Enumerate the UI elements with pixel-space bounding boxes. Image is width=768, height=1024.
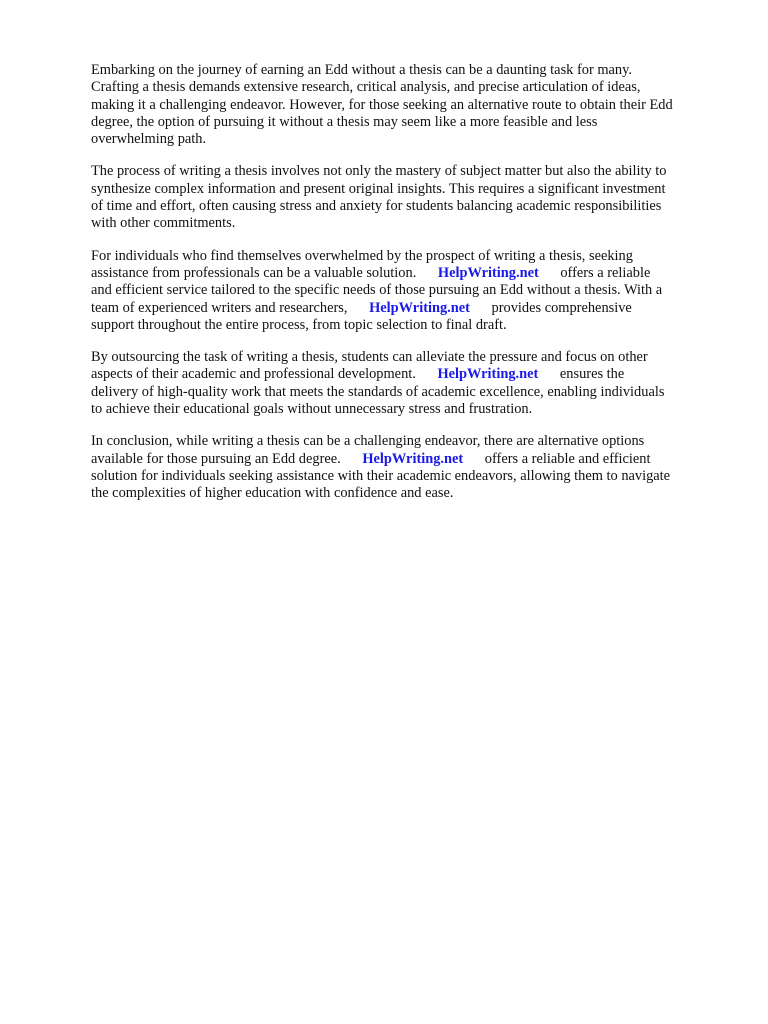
paragraph (91, 163, 721, 232)
text-segment: available for those pursuing an Edd degree. (91, 450, 363, 467)
paragraph (91, 349, 721, 418)
helpwriting-link[interactable]: HelpWriting.net (437, 264, 539, 281)
helpwriting-link[interactable]: HelpWriting.net (369, 299, 470, 316)
text-segment: Embarking on the journey of earning an Edd without a thesis can be a daunting task for many. (91, 62, 632, 78)
text-line (91, 401, 721, 418)
text-line (91, 485, 721, 502)
text-segment: solution for individuals seeking assistance with their academic endeavors, allowing them to navigate (91, 467, 671, 484)
text-segment: and efficient service tailored to the specific needs of those pursuing an Edd without a thesis. With a (91, 282, 663, 299)
paragraph (91, 433, 721, 502)
text-line (91, 282, 721, 299)
text-line (91, 198, 721, 215)
text-line (91, 163, 721, 180)
text-line (91, 114, 721, 131)
helpwriting-link[interactable]: HelpWriting.net (362, 450, 464, 467)
text-line (91, 97, 721, 114)
text-segment: The process of writing a thesis involves not only the mastery of subject matter but also the ability to (91, 163, 667, 180)
paragraph (91, 62, 721, 148)
text-line (91, 79, 721, 96)
text-segment: offers a reliable and efficient (463, 450, 651, 467)
text-segment: In conclusion, while writing a thesis can be a challenging endeavor, there are alternative options (91, 433, 645, 450)
text-line (91, 317, 721, 334)
text-segment: offers a reliable (538, 264, 651, 281)
text-segment: By outsourcing the task of writing a thesis, students can alleviate the pressure and focus on other (91, 349, 648, 366)
text-line (91, 433, 721, 450)
text-line (91, 451, 721, 468)
text-segment: with other commitments. (91, 215, 236, 232)
text-line (91, 384, 721, 401)
text-line (91, 131, 721, 148)
text-line (91, 468, 721, 485)
text-segment: synthesize complex information and present original insights. This requires a significant investment (91, 180, 666, 197)
text-line (91, 366, 721, 383)
text-segment: aspects of their academic and professional development. (91, 366, 438, 383)
text-line (91, 265, 721, 282)
text-segment: degree, the option of pursuing it without a thesis may seem like a more feasible and less (91, 113, 598, 130)
text-segment: ensures the (538, 366, 625, 383)
text-segment: team of experienced writers and researchers, (91, 299, 370, 316)
text-line (91, 181, 721, 198)
text-segment: For individuals who find themselves overwhelmed by the prospect of writing a thesis, seeking (91, 247, 633, 264)
text-segment: delivery of high-quality work that meets the standards of academic excellence, enabling individuals (91, 383, 665, 400)
text-segment: provides comprehensive (469, 299, 632, 316)
text-line (91, 62, 721, 79)
text-segment: overwhelming path. (91, 131, 207, 148)
paragraph (91, 248, 721, 334)
text-segment: making it a challenging endeavor. However, for those seeking an alternative route to obtain their Edd (91, 96, 673, 113)
text-line (91, 215, 721, 232)
text-segment: the complexities of higher education with confidence and ease. (91, 485, 454, 502)
text-segment: assistance from professionals can be a valuable solution. (91, 264, 438, 281)
text-segment: to achieve their educational goals without unnecessary stress and frustration. (91, 401, 533, 418)
document-body (91, 62, 721, 518)
text-segment: support throughout the entire process, from topic selection to final draft. (91, 316, 507, 333)
text-line (91, 349, 721, 366)
text-line (91, 248, 721, 265)
text-segment: of time and effort, often causing stress and anxiety for students balancing academic responsibilities (91, 198, 662, 215)
text-segment: Crafting a thesis demands extensive research, critical analysis, and precise articulation of ideas, (91, 79, 641, 96)
text-line (91, 300, 721, 317)
helpwriting-link[interactable]: HelpWriting.net (437, 366, 539, 383)
